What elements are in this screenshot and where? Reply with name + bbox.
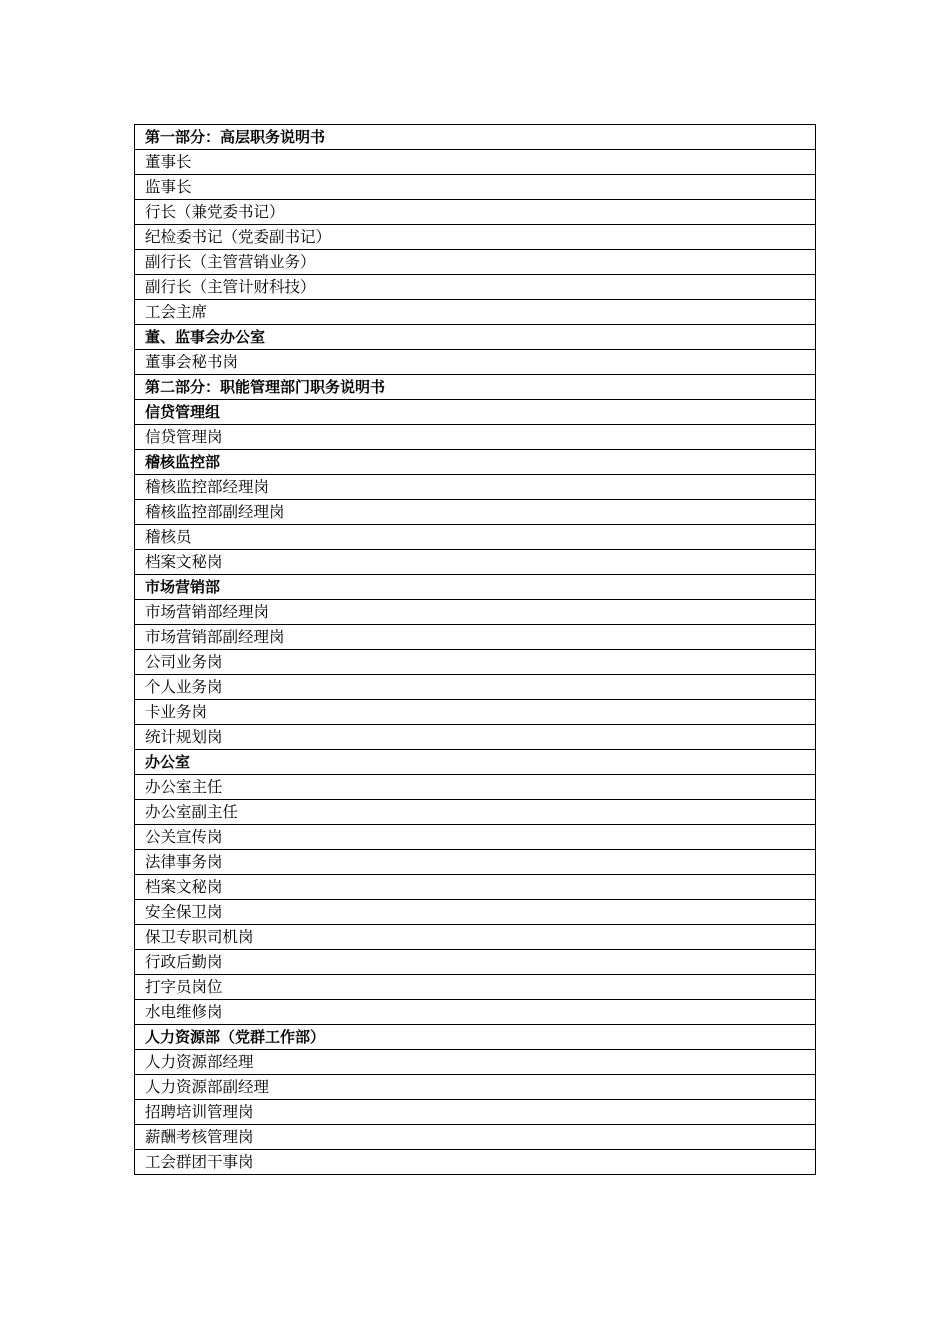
section-heading-row <box>135 1025 816 1050</box>
contents-table-body <box>135 125 816 1175</box>
position-cell: 行长（兼党委书记） <box>135 200 816 225</box>
position-cell: 工会主席 <box>135 300 816 325</box>
position-row <box>135 975 816 1000</box>
position-row <box>135 1125 816 1150</box>
position-cell: 人力资源部副经理 <box>135 1075 816 1100</box>
position-row <box>135 300 816 325</box>
position-row <box>135 275 816 300</box>
section-heading-row <box>135 400 816 425</box>
position-row <box>135 850 816 875</box>
position-cell: 稽核员 <box>135 525 816 550</box>
position-cell: 档案文秘岗 <box>135 550 816 575</box>
position-row <box>135 1000 816 1025</box>
position-cell: 副行长（主管计财科技） <box>135 275 816 300</box>
position-row <box>135 675 816 700</box>
position-cell: 薪酬考核管理岗 <box>135 1125 816 1150</box>
position-row <box>135 550 816 575</box>
position-cell: 董事会秘书岗 <box>135 350 816 375</box>
position-row <box>135 725 816 750</box>
position-row <box>135 1075 816 1100</box>
position-cell: 档案文秘岗 <box>135 875 816 900</box>
position-cell: 打字员岗位 <box>135 975 816 1000</box>
section-heading-cell: 第二部分：职能管理部门职务说明书 <box>135 375 816 400</box>
position-row <box>135 175 816 200</box>
position-row <box>135 800 816 825</box>
position-cell: 安全保卫岗 <box>135 900 816 925</box>
position-cell: 副行长（主管营销业务） <box>135 250 816 275</box>
section-heading-cell: 市场营销部 <box>135 575 816 600</box>
section-heading-row <box>135 450 816 475</box>
position-cell: 董事长 <box>135 150 816 175</box>
position-cell: 市场营销部副经理岗 <box>135 625 816 650</box>
section-heading-cell: 信贷管理组 <box>135 400 816 425</box>
section-heading-row <box>135 375 816 400</box>
position-cell: 个人业务岗 <box>135 675 816 700</box>
position-cell: 公司业务岗 <box>135 650 816 675</box>
position-row <box>135 225 816 250</box>
section-heading-cell: 人力资源部（党群工作部） <box>135 1025 816 1050</box>
contents-table <box>134 124 816 1175</box>
section-heading-cell: 第一部分：高层职务说明书 <box>135 125 816 150</box>
position-row <box>135 1150 816 1175</box>
position-cell: 统计规划岗 <box>135 725 816 750</box>
position-row <box>135 950 816 975</box>
position-cell: 办公室副主任 <box>135 800 816 825</box>
section-heading-row <box>135 125 816 150</box>
position-row <box>135 875 816 900</box>
position-row <box>135 425 816 450</box>
position-row <box>135 925 816 950</box>
position-cell: 稽核监控部副经理岗 <box>135 500 816 525</box>
position-cell: 办公室主任 <box>135 775 816 800</box>
position-cell: 信贷管理岗 <box>135 425 816 450</box>
position-cell: 行政后勤岗 <box>135 950 816 975</box>
position-cell: 工会群团干事岗 <box>135 1150 816 1175</box>
position-cell: 水电维修岗 <box>135 1000 816 1025</box>
position-row <box>135 525 816 550</box>
section-heading-cell: 稽核监控部 <box>135 450 816 475</box>
position-row <box>135 500 816 525</box>
position-row <box>135 250 816 275</box>
position-cell: 监事长 <box>135 175 816 200</box>
position-row <box>135 1100 816 1125</box>
position-row <box>135 475 816 500</box>
position-cell: 人力资源部经理 <box>135 1050 816 1075</box>
position-row <box>135 775 816 800</box>
position-cell: 纪检委书记（党委副书记） <box>135 225 816 250</box>
position-row <box>135 625 816 650</box>
position-cell: 稽核监控部经理岗 <box>135 475 816 500</box>
position-row <box>135 200 816 225</box>
position-row <box>135 1050 816 1075</box>
position-row <box>135 150 816 175</box>
position-row <box>135 350 816 375</box>
position-row <box>135 600 816 625</box>
position-row <box>135 650 816 675</box>
position-cell: 卡业务岗 <box>135 700 816 725</box>
position-row <box>135 825 816 850</box>
section-heading-row <box>135 575 816 600</box>
position-cell: 招聘培训管理岗 <box>135 1100 816 1125</box>
section-heading-row <box>135 750 816 775</box>
position-cell: 市场营销部经理岗 <box>135 600 816 625</box>
position-row <box>135 700 816 725</box>
section-heading-cell: 董、监事会办公室 <box>135 325 816 350</box>
position-row <box>135 900 816 925</box>
section-heading-cell: 办公室 <box>135 750 816 775</box>
position-cell: 法律事务岗 <box>135 850 816 875</box>
position-cell: 公关宣传岗 <box>135 825 816 850</box>
position-cell: 保卫专职司机岗 <box>135 925 816 950</box>
section-heading-row <box>135 325 816 350</box>
